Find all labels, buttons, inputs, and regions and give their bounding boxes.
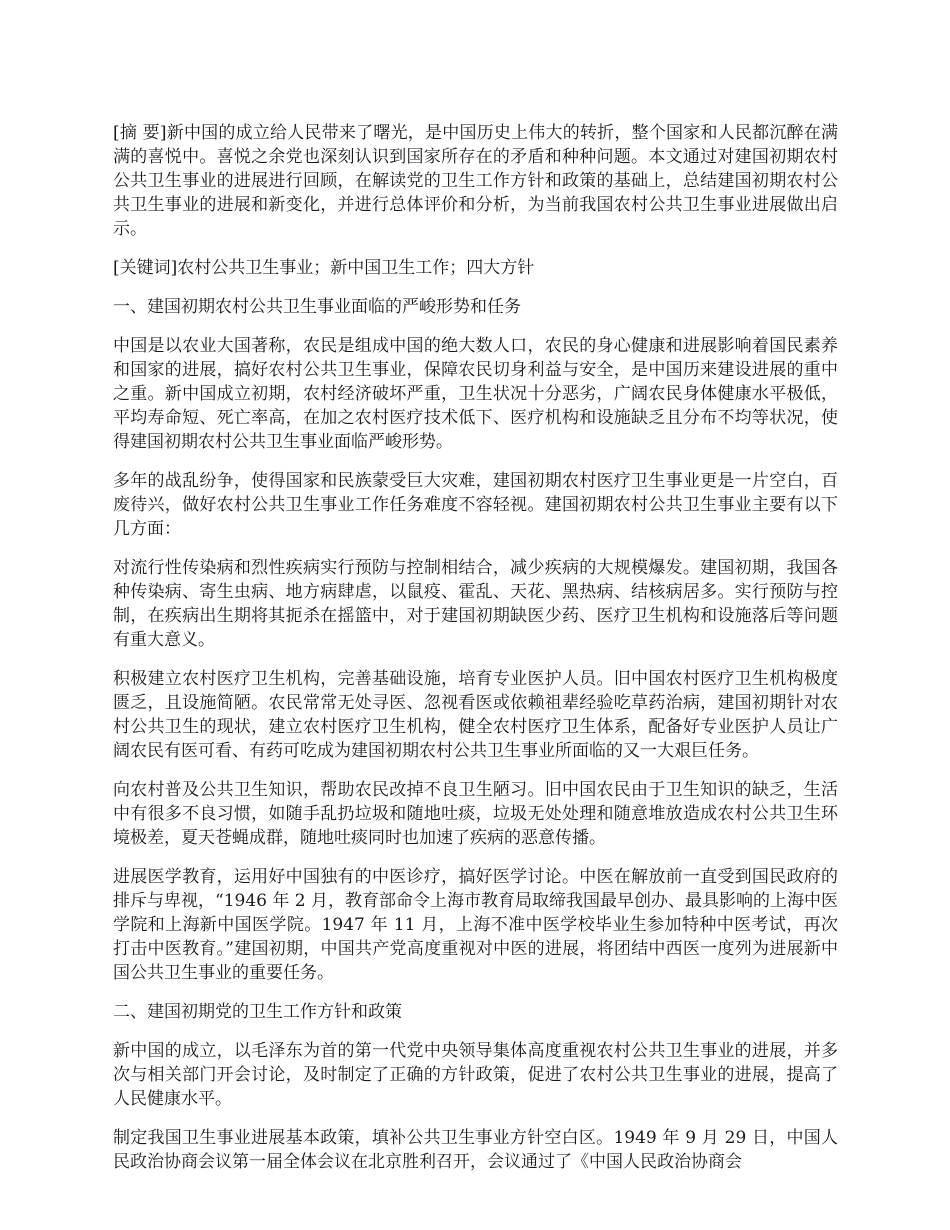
keywords-paragraph: [关键词]农村公共卫生事业；新中国卫生工作；四大方针 xyxy=(113,258,535,278)
body-paragraph-3: 对流行性传染病和烈性疾病实行预防与控制相结合，减少疾病的大规模爆发。建国初期，我国各种传染病、寄生虫病、地方病肆虐，以鼠疫、霍乱、天花、黑热病、结核病居多。实行预防与控制，在疾病出生期将其扼杀在摇篮中，对于建国初期缺医少药、医疗卫生机构和设施落后等问题有重大意义。 xyxy=(113,558,838,650)
body-paragraph-1: 中国是以农业大国著称，农民是组成中国的绝大数人口，农民的身心健康和进展影响着国民素养和国家的进展，搞好农村公共卫生事业，保障农民切身利益与安全，是中国历来建设进展的重中之重。新中国成立初期，农村经济破坏严重，卫生状况十分恶劣，广阔农民身体健康水平极低，平均寿命短、死亡率高，在加之农村医疗技术低下、医疗机构和设施缺乏且分布不均等状况，使得建国初期农村公共卫生事业面临严峻形势。 xyxy=(113,336,838,452)
body-paragraph-6: 进展医学教育，运用好中国独有的中医诊疗，搞好医学讨论。中医在解放前一直受到国民政府的排斥与卑视，“1946 年 2 月，教育部命令上海市教育局取缔我国最早创办、最具影响的上海中医学院和上海新中国医学院。1947 年 11 月，上海不准中医学校毕业生参加特种中医考试，再次打击中医教育。”建国初期，中国共产党高度重视对中医的进展，将团结中西医一度列为进展新中国公共卫生事业的重要任务。 xyxy=(113,867,838,983)
body-paragraph-7: 新中国的成立，以毛泽东为首的第一代党中央领导集体高度重视农村公共卫生事业的进展，并多次与相关部门开会讨论，及时制定了正确的方针政策，促进了农村公共卫生事业的进展，提高了人民健康水平。 xyxy=(113,1041,838,1109)
abstract-paragraph: [摘 要]新中国的成立给人民带来了曙光，是中国历史上伟大的转折，整个国家和人民都沉醉在满满的喜悦中。喜悦之余党也深刻认识到国家所存在的矛盾和种种问题。本文通过对建国初期农村公共卫生事业的进展进行回顾，在解读党的卫生工作方针和政策的基础上，总结建国初期农村公共卫生事业的进展和新变化，并进行总体评价和分析，为当前我国农村公共卫生事业进展做出启示。 xyxy=(113,123,838,239)
section-2-heading: 二、建国初期党的卫生工作方针和政策 xyxy=(113,1002,402,1022)
document-body xyxy=(113,121,838,1189)
body-paragraph-4: 积极建立农村医疗卫生机构，完善基础设施，培育专业医护人员。旧中国农村医疗卫生机构极度匮乏，且设施简陋。农民常常无处寻医、忽视看医或依赖祖辈经验吃草药治病，建国初期针对农村公共卫生的现状，建立农村医疗卫生机构，健全农村医疗卫生体系，配备好专业医护人员让广阔农民有医可看、有药可吃成为建国初期农村公共卫生事业所面临的又一大艰巨任务。 xyxy=(113,669,838,761)
body-paragraph-5: 向农村普及公共卫生知识，帮助农民改掉不良卫生陋习。旧中国农民由于卫生知识的缺乏，生活中有很多不良习惯，如随手乱扔垃圾和随地吐痰，垃圾无处处理和随意堆放造成农村公共卫生环境极差，夏天苍蝇成群，随地吐痰同时也加速了疾病的恶意传播。 xyxy=(113,780,838,848)
body-paragraph-2: 多年的战乱纷争，使得国家和民族蒙受巨大灾难，建国初期农村医疗卫生事业更是一片空白，百废待兴，做好农村公共卫生事业工作任务难度不容轻视。建国初期农村公共卫生事业主要有以下几方面： xyxy=(113,471,838,539)
section-1-heading: 一、建国初期农村公共卫生事业面临的严峻形势和任务 xyxy=(113,297,521,317)
body-paragraph-8: 制定我国卫生事业进展基本政策，填补公共卫生事业方针空白区。1949 年 9 月 29 日，中国人民政治协商会议第一届全体会议在北京胜利召开，会议通过了《中国人民政治协商会 xyxy=(113,1128,838,1172)
